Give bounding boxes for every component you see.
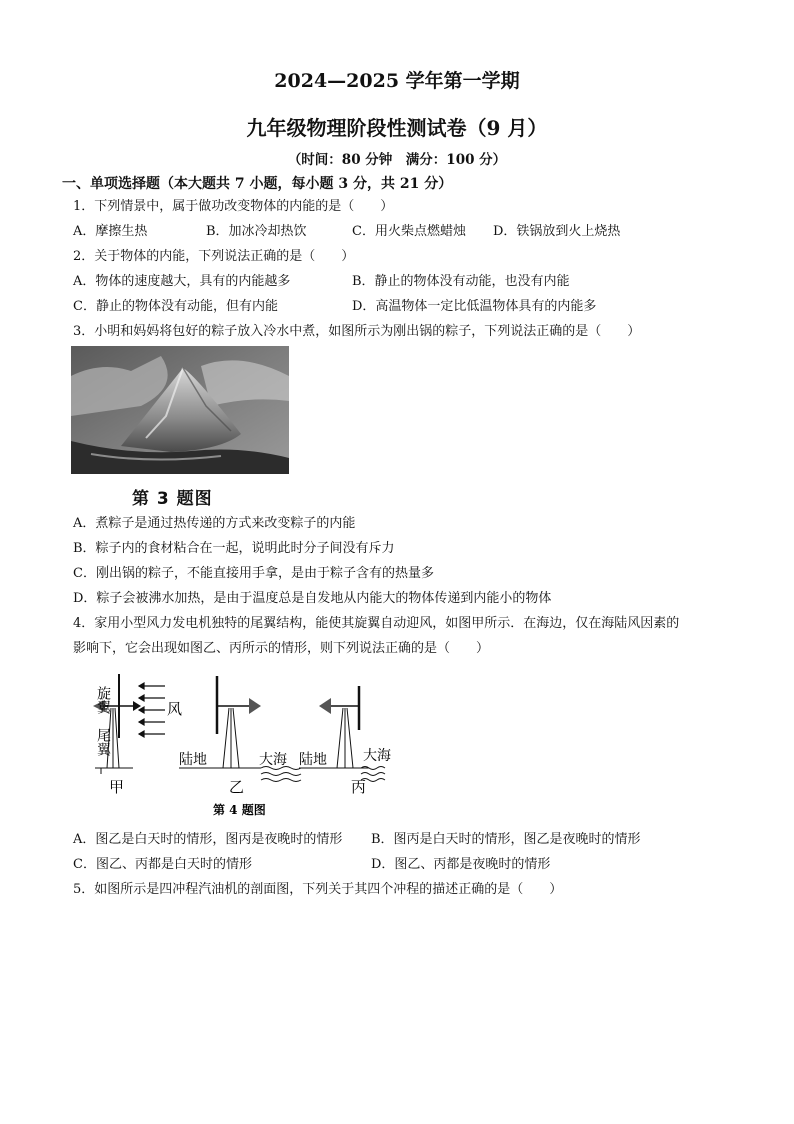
label-tail: 尾翼 bbox=[95, 728, 111, 756]
q1-option-c: C．用火柴点燃蜡烛 bbox=[352, 224, 466, 239]
label-land-yi: 陆地 bbox=[179, 752, 207, 768]
q4-option-c: C．图乙、丙都是白天时的情形 bbox=[73, 857, 252, 872]
panel-label-jia: 甲 bbox=[109, 778, 125, 796]
q4-figure-caption: 第 4 题图 bbox=[213, 803, 266, 817]
q2-option-d: D．高温物体一定比低温物体具有的内能多 bbox=[352, 299, 597, 314]
q3-option-d: D．粽子会被沸水加热，是由于温度总是自发地从内能大的物体传递到内能小的物体 bbox=[73, 591, 552, 606]
panel-label-yi: 乙 bbox=[229, 778, 245, 796]
q1-stem: 1．下列情景中，属于做功改变物体的内能的是（ ） bbox=[73, 199, 394, 214]
q3-option-c: C．刚出锅的粽子，不能直接用手拿，是由于粽子含有的热量多 bbox=[73, 566, 434, 581]
label-rotor-1: 旋翼 bbox=[95, 686, 111, 714]
exam-time-score: （时间：80 分钟 满分：100 分） bbox=[287, 152, 507, 168]
label-wind: 风 bbox=[167, 700, 183, 718]
zongzi-photo bbox=[71, 346, 289, 474]
q3-option-a: A．煮粽子是通过热传递的方式来改变粽子的内能 bbox=[73, 516, 356, 531]
section-title: 一、单项选择题（本大题共 7 小题，每小题 3 分，共 21 分） bbox=[62, 176, 453, 192]
q1-option-a: A．摩擦生热 bbox=[73, 224, 148, 239]
q4-option-a: A．图乙是白天时的情形，图丙是夜晚时的情形 bbox=[73, 832, 343, 847]
q4-wind-turbine-figure bbox=[73, 668, 393, 820]
q3-option-b: B．粽子内的食材粘合在一起，说明此时分子间没有斥力 bbox=[73, 541, 395, 556]
q2-option-b: B．静止的物体没有动能，也没有内能 bbox=[352, 274, 570, 289]
q2-option-c: C．静止的物体没有动能，但有内能 bbox=[73, 299, 278, 314]
exam-title: 九年级物理阶段性测试卷（9 月） bbox=[246, 116, 548, 140]
q3-figure-caption: 第 3 题图 bbox=[132, 489, 213, 509]
q4-option-d: D．图乙、丙都是夜晚时的情形 bbox=[371, 857, 551, 872]
q5-stem: 5．如图所示是四冲程汽油机的剖面图，下列关于其四个冲程的描述正确的是（ ） bbox=[73, 882, 563, 897]
q1-option-b: B．加冰冷却热饮 bbox=[206, 224, 307, 239]
q3-stem: 3．小明和妈妈将包好的粽子放入冷水中煮，如图所示为刚出锅的粽子，下列说法正确的是（ ） bbox=[73, 324, 641, 339]
label-sea-yi: 大海 bbox=[259, 752, 287, 768]
q2-option-a: A．物体的速度越大，具有的内能越多 bbox=[73, 274, 291, 289]
q4-option-b: B．图丙是白天时的情形，图乙是夜晚时的情形 bbox=[371, 832, 641, 847]
wind-arrows bbox=[139, 683, 165, 737]
q4-stem-line2: 影响下，它会出现如图乙、丙所示的情形，则下列说法正确的是（ ） bbox=[73, 641, 490, 656]
q1-option-d: D．铁锅放到火上烧热 bbox=[493, 224, 621, 239]
panel-label-bing: 丙 bbox=[351, 778, 367, 796]
exam-year-title: 2024—2025 学年第一学期 bbox=[274, 70, 520, 92]
q2-stem: 2．关于物体的内能，下列说法正确的是（ ） bbox=[73, 249, 355, 264]
label-sea-bing: 大海 bbox=[363, 748, 391, 764]
q4-stem-line1: 4．家用小型风力发电机独特的尾翼结构，能使其旋翼自动迎风，如图甲所示．在海边，仅在海陆风因素的 bbox=[73, 616, 680, 631]
label-land-bing: 陆地 bbox=[299, 752, 327, 768]
